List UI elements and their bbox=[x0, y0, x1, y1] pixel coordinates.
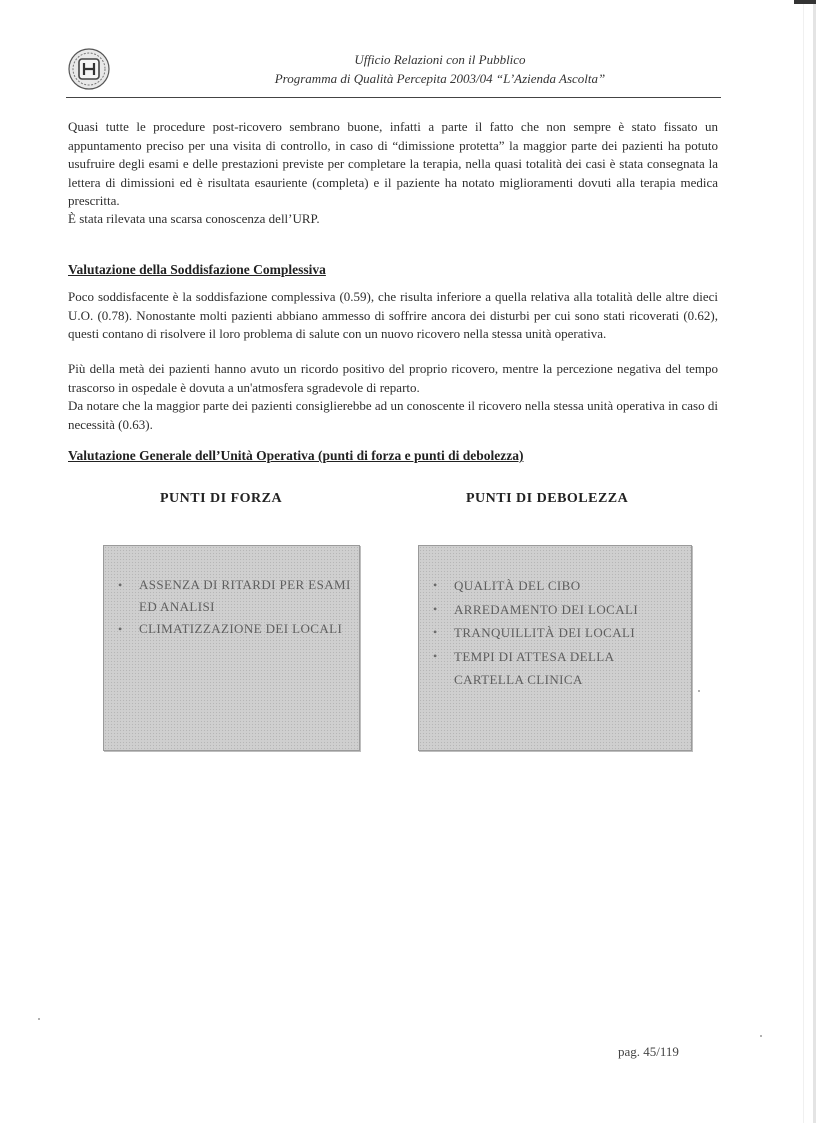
weakness-item: • TEMPI DI ATTESA DELLA CARTELLA CLINICA bbox=[431, 645, 683, 692]
weakness-item: • QUALITÀ DEL CIBO bbox=[431, 574, 683, 598]
strength-item: • ASSENZA DI RITARDI PER ESAMI ED ANALISI bbox=[116, 574, 351, 618]
header-office: Ufficio Relazioni con il Pubblico bbox=[354, 52, 526, 67]
strengths-title: PUNTI DI FORZA bbox=[160, 491, 283, 506]
weaknesses-title: PUNTI DI DEBOLEZZA bbox=[466, 491, 629, 506]
strength-item: • CLIMATIZZAZIONE DEI LOCALI bbox=[116, 618, 351, 640]
hospital-logo-icon bbox=[68, 48, 110, 90]
paragraph-soddisfazione: Poco soddisfacente è la soddisfazione complessiva (0.59), che risulta inferiore a quella relativa alla totalità delle altre dieci U.O. (0.78). Nonostante molti pazienti abbiano ammesso di soffrire ancora dei disturbi per cui sono stati ricoverati (0.62), questi contano di risolvere il loro problema di salute con un nuovo ricovero nella stessa unità operativa. bbox=[68, 289, 718, 341]
weakness-item: • TRANQUILLITÀ DEI LOCALI bbox=[431, 621, 683, 645]
header-rule bbox=[66, 97, 721, 98]
strengths-box bbox=[103, 545, 360, 751]
scan-speck bbox=[38, 1018, 40, 1020]
document-header bbox=[160, 50, 720, 88]
bullet-icon: • bbox=[118, 578, 123, 592]
paragraph-ricordo: Più della metà dei pazienti hanno avuto un ricordo positivo del proprio ricovero, mentre la percezione negativa del tempo trascorso in ospedale è dovuta a un'atmosfera sgradevole di reparto. bbox=[68, 361, 718, 395]
scan-speck bbox=[760, 1035, 762, 1037]
paragraph-consiglio: Da notare che la maggior parte dei pazienti consiglierebbe ad un conoscente il ricovero nella stessa unità operativa in caso di necessità (0.63). bbox=[68, 398, 718, 432]
bullet-icon: • bbox=[433, 625, 438, 639]
weakness-item: • ARREDAMENTO DEI LOCALI bbox=[431, 598, 683, 622]
paragraph-urp: È stata rilevata una scarsa conoscenza dell’URP. bbox=[68, 211, 320, 226]
scan-speck bbox=[698, 690, 700, 692]
weaknesses-box bbox=[418, 545, 692, 751]
page-number: pag. 45/119 bbox=[618, 1044, 679, 1059]
paragraph-post-ricovero: Quasi tutte le procedure post-ricovero sembrano buone, infatti a parte il fatto che non sempre è stato fissato un appuntamento preciso per una visita di controllo, in caso di “dimissione protetta” la maggior parte dei pazienti ha potuto usufruire degli esami e delle prestazioni previste per completare la terapia, nella quasi totalità dei casi è stata consegnata la lettera di dimissioni ed è risultata esauriente (completa) e il paziente ha notato miglioramenti dovuti alla terapia medica prescritta. bbox=[68, 119, 718, 208]
bullet-icon: • bbox=[433, 648, 438, 663]
bullet-icon: • bbox=[433, 578, 438, 592]
bullet-icon: • bbox=[433, 601, 438, 616]
strengths-list bbox=[116, 574, 351, 640]
header-program: Programma di Qualità Percepita 2003/04 “L’Azienda Ascolta” bbox=[274, 71, 606, 86]
heading-valutazione-generale: Valutazione Generale dell’Unità Operativa (punti di forza e punti di debolezza) bbox=[68, 448, 524, 463]
scan-corner-mark bbox=[794, 0, 816, 4]
page-edge-shadow bbox=[803, 0, 804, 1123]
bullet-icon: • bbox=[118, 622, 123, 636]
heading-soddisfazione: Valutazione della Soddisfazione Complessiva bbox=[68, 262, 326, 277]
weaknesses-list bbox=[431, 574, 683, 692]
